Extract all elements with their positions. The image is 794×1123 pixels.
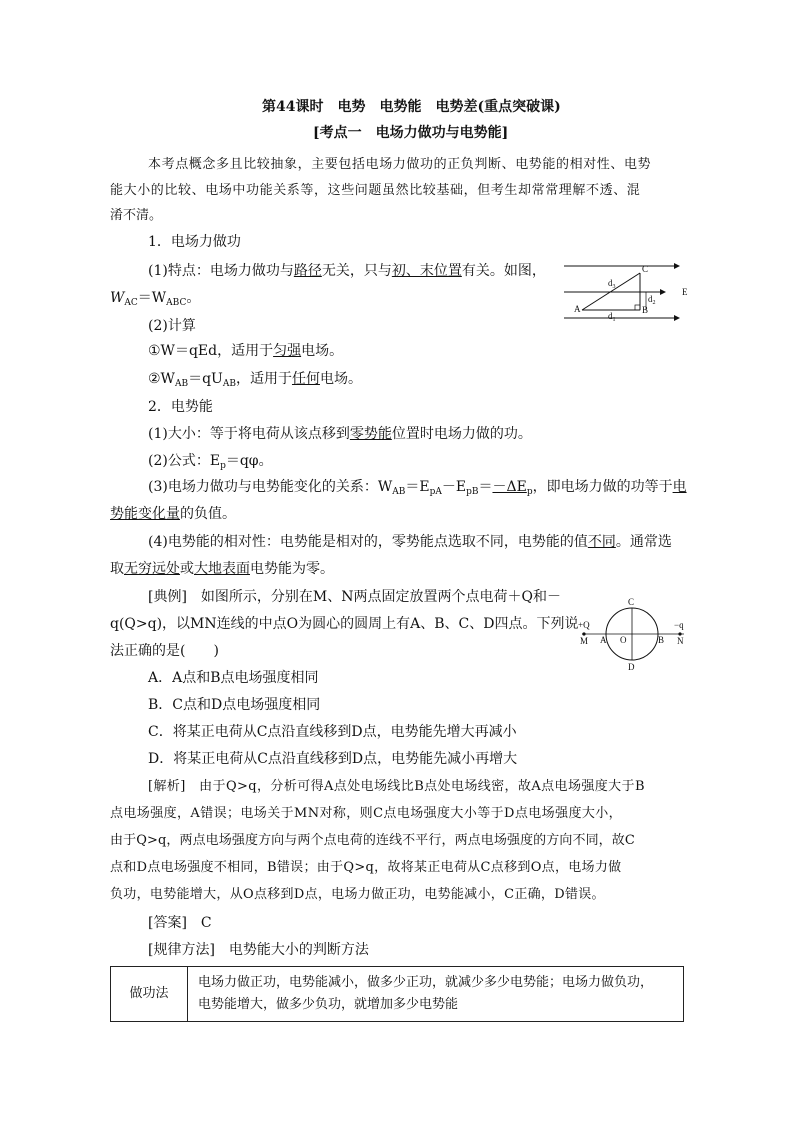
analysis-line-2: 点电场强度，A错误；电场关于MN对称，则C点电场强度大小等于D点电场强度大小， [110,806,623,821]
label-d: D [628,662,635,672]
method-table [110,966,684,1022]
charges-circle-figure [574,596,690,672]
analysis-line-4: 点和D点电场强度不相同，B错误；由于Q>q，故将某正电荷从C点移到O点，电场力做 [110,860,622,875]
table-line-1: 电场力做正功，电势能减小，做多少正功，就减少多少电势能；电场力做负功， [198,975,654,990]
para-formula-w: $W_{AC}=W_{ABC}$。 [110,290,201,308]
intro-line-1: 本考点概念多且比较抽象，主要包括电场力做功的正负判断、电势能的相对性、电势 [148,157,652,172]
para-feature: (1)特点：电场力做功与路径无关，只与初、末位置有关。如图， [148,263,546,279]
arrow-icon [674,263,680,269]
example-line-3: 法正确的是( ) [110,643,219,659]
label-c: C [628,597,635,607]
heading-potential-energy: 2．电势能 [148,399,213,415]
label-plus-q: +Q [578,620,590,630]
label-a: A [574,304,581,314]
option-c: C．将某正电荷从C点沿直线移到D点，电势能先增大再减小 [148,724,517,740]
para-relation-1: (3)电场力做功与电势能变化的关系：$W_{AB}=E_{pA}-E_{pB}=-\Delta E_p$，即电场力做的功等于电 [148,479,687,497]
arrow-icon [660,289,666,295]
label-a: A [600,635,607,645]
example-line-2: q(Q>q)，以MN连线的中点O为圆心的圆周上有A、B、C、D四点。下列说 [110,616,579,632]
label-m: M [580,636,589,646]
para-w-quab: $②W_{AB}=qU_{AB}$，适用于任何电场。 [148,371,362,389]
table-line-2: 电势能增大，做多少负功，就增加多少电势能 [198,997,459,1012]
heading-calc: (2)计算 [148,318,196,334]
para-w-qed: ①W＝qEd，适用于匀强电场。 [148,343,344,359]
option-a: A．A点和B点电场强度相同 [148,670,319,686]
para-relativity-2: 取无穷远处或大地表面电势能为零。 [110,561,334,577]
intro-line-3: 淆不清。 [110,208,163,223]
label-b: B [658,635,665,645]
label-b: B [642,305,649,315]
table-row [111,967,684,1022]
analysis-line-1: [解析] 由于Q>q，分析可得A点处电场线比B点处电场线密，故A点电场强度大于B [148,779,645,794]
work-path-figure [562,258,692,326]
option-d: D．将某正电荷从C点沿直线移到D点，电势能先减小再增大 [148,751,518,767]
table-label-cell: 做功法 [111,967,188,1022]
example-line-1: [典例] 如图所示，分别在M、N两点固定放置两个点电荷＋Q和－ [148,589,561,605]
para-relativity-1: (4)电势能的相对性：电势能是相对的，零势能点选取不同，电势能的值不同。通常选 [148,534,672,550]
right-angle-mark [635,305,640,310]
label-minus-q: −q [674,620,684,630]
section-heading: [考点一 电场力做功与电势能] [313,125,509,141]
method-heading: [规律方法] 电势能大小的判断方法 [148,942,369,958]
page-title: 第44课时 电势 电势能 电势差(重点突破课) [262,99,561,115]
analysis-line-3: 由于Q>q，两点电场强度方向与两个点电荷的连线不平行，两点电场强度的方向不同，故C [110,833,635,848]
label-d1: $d_1$ [608,311,616,323]
para-magnitude: (1)大小：等于将电荷从该点移到零势能位置时电场力做的功。 [148,426,532,442]
label-n: N [677,636,684,646]
label-e: E [682,287,688,297]
heading-work: 1．电场力做功 [148,234,241,250]
para-relation-2: 势能变化量的负值。 [110,506,236,522]
intro-line-2: 能大小的比较、电场中功能关系等，这些问题虽然比较基础，但考生却常常理解不透、混 [110,183,641,198]
arrow-icon [674,315,680,321]
option-b: B．C点和D点电场强度相同 [148,697,321,713]
label-c: C [642,264,649,274]
para-formula-ep: (2)公式：$E_p=q\varphi$。 [148,453,273,471]
table-content-cell [188,967,684,1022]
answer: [答案] C [148,915,212,931]
label-d2: $d_2$ [648,294,656,306]
label-d3: $d_3$ [608,278,616,290]
analysis-line-5: 负功，电势能增大，从O点移到D点，电场力做正功，电势能减小，C正确，D错误。 [110,887,605,902]
label-o: O [620,635,627,645]
